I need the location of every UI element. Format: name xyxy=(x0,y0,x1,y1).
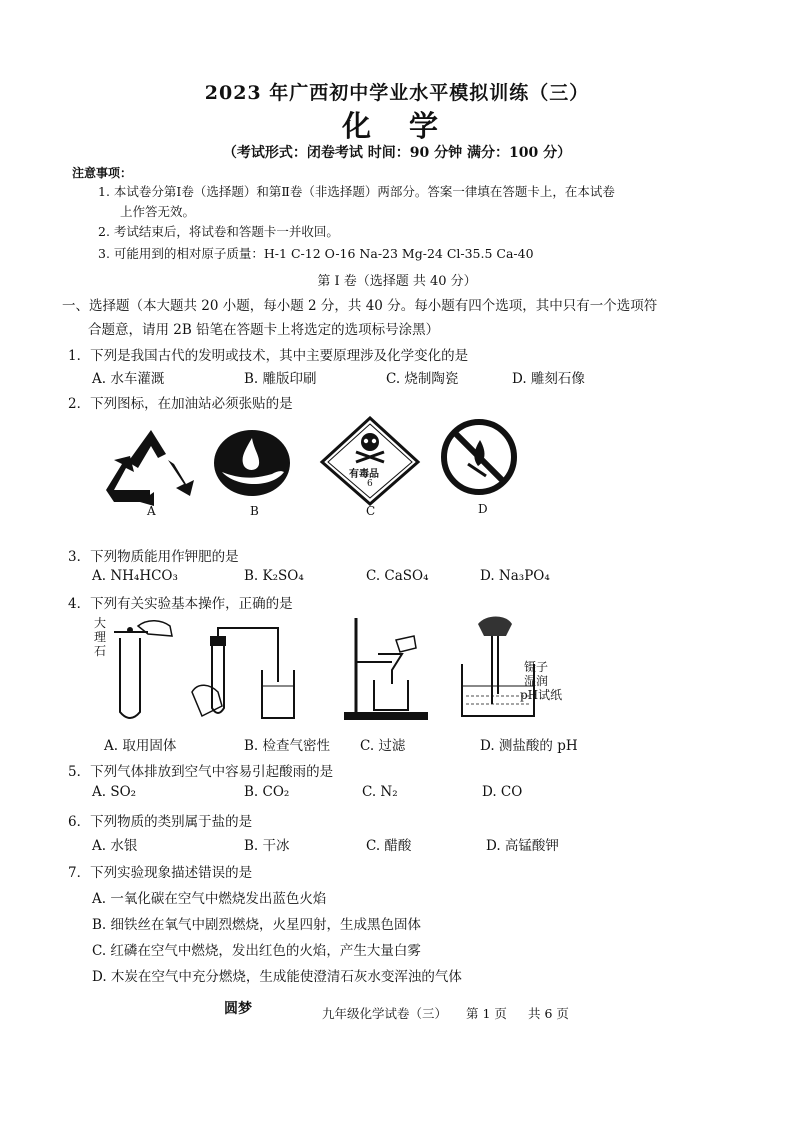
label-marble-1: 大 xyxy=(94,616,107,630)
section-title: 第 Ⅰ 卷（选择题 共 40 分） xyxy=(317,274,477,289)
question-1-option-b: B. 雕版印刷 xyxy=(244,371,317,387)
question-7-option-b: B. 细铁丝在氧气中剧烈燃烧，火星四射，生成黑色固体 xyxy=(92,917,422,933)
toxic-sign-number: 6 xyxy=(367,479,373,489)
exam-title: 2023 年广西初中学业水平模拟训练（三） xyxy=(204,82,590,104)
label-wet: 湿润 xyxy=(524,674,549,688)
question-3-option-d: D. Na₃PO₄ xyxy=(480,568,550,584)
water-saving-icon xyxy=(212,428,292,498)
section-instruction-cont: 合题意，请用 2B 铅笔在答题卡上将选定的选项标号涂黑） xyxy=(88,322,440,338)
question-6-option-c: C. 醋酸 xyxy=(366,838,412,854)
take-solid-apparatus xyxy=(108,612,178,724)
question-6-option-a: A. 水银 xyxy=(92,838,138,854)
toxic-sign-text: 有毒品 xyxy=(349,469,379,480)
label-ph-paper: pH试纸 xyxy=(520,688,563,702)
question-1-option-d: D. 雕刻石像 xyxy=(512,371,585,387)
section-instruction: 一、选择题（本大题共 20 小题，每小题 2 分，共 40 分。每小题有四个选项，其中只有一个选项符 xyxy=(62,298,658,314)
recycling-icon xyxy=(104,426,198,506)
question-6-stem: 6．下列物质的类别属于盐的是 xyxy=(68,814,253,830)
airtightness-apparatus xyxy=(188,622,298,726)
question-3-option-a: A. NH₄HCO₃ xyxy=(92,568,178,584)
question-2-option-b: B xyxy=(250,504,259,518)
question-4-option-d: D. 测盐酸的 pH xyxy=(480,738,578,754)
exam-info: （考试形式：闭卷考试 时间：90 分钟 满分：100 分） xyxy=(222,145,572,161)
note-1-cont: 上作答无效。 xyxy=(120,204,196,219)
note-2: 2. 考试结束后，将试卷和答题卡一并收回。 xyxy=(98,224,339,239)
question-5-option-c: C. N₂ xyxy=(362,784,398,800)
question-2-option-d: D xyxy=(478,502,488,516)
question-6-option-b: B. 干冰 xyxy=(244,838,290,854)
footer-total-pages: 共 6 页 xyxy=(528,1006,569,1021)
question-4-option-c: C. 过滤 xyxy=(360,738,406,754)
publisher-logo: 圆梦 xyxy=(224,1001,252,1017)
question-5-option-d: D. CO xyxy=(482,784,523,800)
footer-page-number: 第 1 页 xyxy=(466,1006,507,1021)
question-2-option-c: C xyxy=(366,504,376,518)
note-1: 1. 本试卷分第Ⅰ卷（选择题）和第Ⅱ卷（非选择题）两部分。答案一律填在答题卡上，在本试卷 xyxy=(98,184,615,199)
filtration-apparatus xyxy=(338,614,438,722)
question-4-option-a: A. 取用固体 xyxy=(104,738,177,754)
footer-paper-title: 九年级化学试卷（三） xyxy=(322,1006,448,1021)
question-4-stem: 4．下列有关实验基本操作，正确的是 xyxy=(68,596,293,612)
question-6-option-d: D. 高锰酸钾 xyxy=(486,838,559,854)
question-4-option-b: B. 检查气密性 xyxy=(244,738,331,754)
question-7-option-c: C. 红磷在空气中燃烧，发出红色的火焰，产生大量白雾 xyxy=(92,943,421,959)
question-5-stem: 5．下列气体排放到空气中容易引起酸雨的是 xyxy=(68,764,334,780)
label-tweezers: 镊子 xyxy=(524,660,549,674)
question-1-stem: 1．下列是我国古代的发明或技术，其中主要原理涉及化学变化的是 xyxy=(68,348,469,364)
no-fire-icon xyxy=(440,418,518,496)
question-3-option-b: B. K₂SO₄ xyxy=(244,568,304,584)
question-1-option-c: C. 烧制陶瓷 xyxy=(386,371,459,387)
question-7-stem: 7．下列实验现象描述错误的是 xyxy=(68,865,253,881)
subject-title: 化 学 xyxy=(341,109,453,143)
question-5-option-b: B. CO₂ xyxy=(244,784,290,800)
toxic-hazard-icon xyxy=(318,416,422,506)
question-2-option-a: A xyxy=(147,504,156,518)
question-1-option-a: A. 水车灌溉 xyxy=(92,371,165,387)
question-3-stem: 3．下列物质能用作钾肥的是 xyxy=(68,549,239,565)
label-marble-3: 石 xyxy=(94,644,107,658)
question-3-option-c: C. CaSO₄ xyxy=(366,568,429,584)
notes-heading: 注意事项： xyxy=(72,166,133,180)
question-5-option-a: A. SO₂ xyxy=(92,784,137,800)
question-7-option-d: D. 木炭在空气中充分燃烧，生成能使澄清石灰水变浑浊的气体 xyxy=(92,969,462,985)
note-3: 3. 可能用到的相对原子质量：H-1 C-12 O-16 Na-23 Mg-24 Cl-35.5 Ca-40 xyxy=(98,246,534,261)
label-marble-2: 理 xyxy=(94,630,107,644)
question-7-option-a: A. 一氧化碳在空气中燃烧发出蓝色火焰 xyxy=(92,891,327,907)
question-2-stem: 2．下列图标，在加油站必须张贴的是 xyxy=(68,396,293,412)
